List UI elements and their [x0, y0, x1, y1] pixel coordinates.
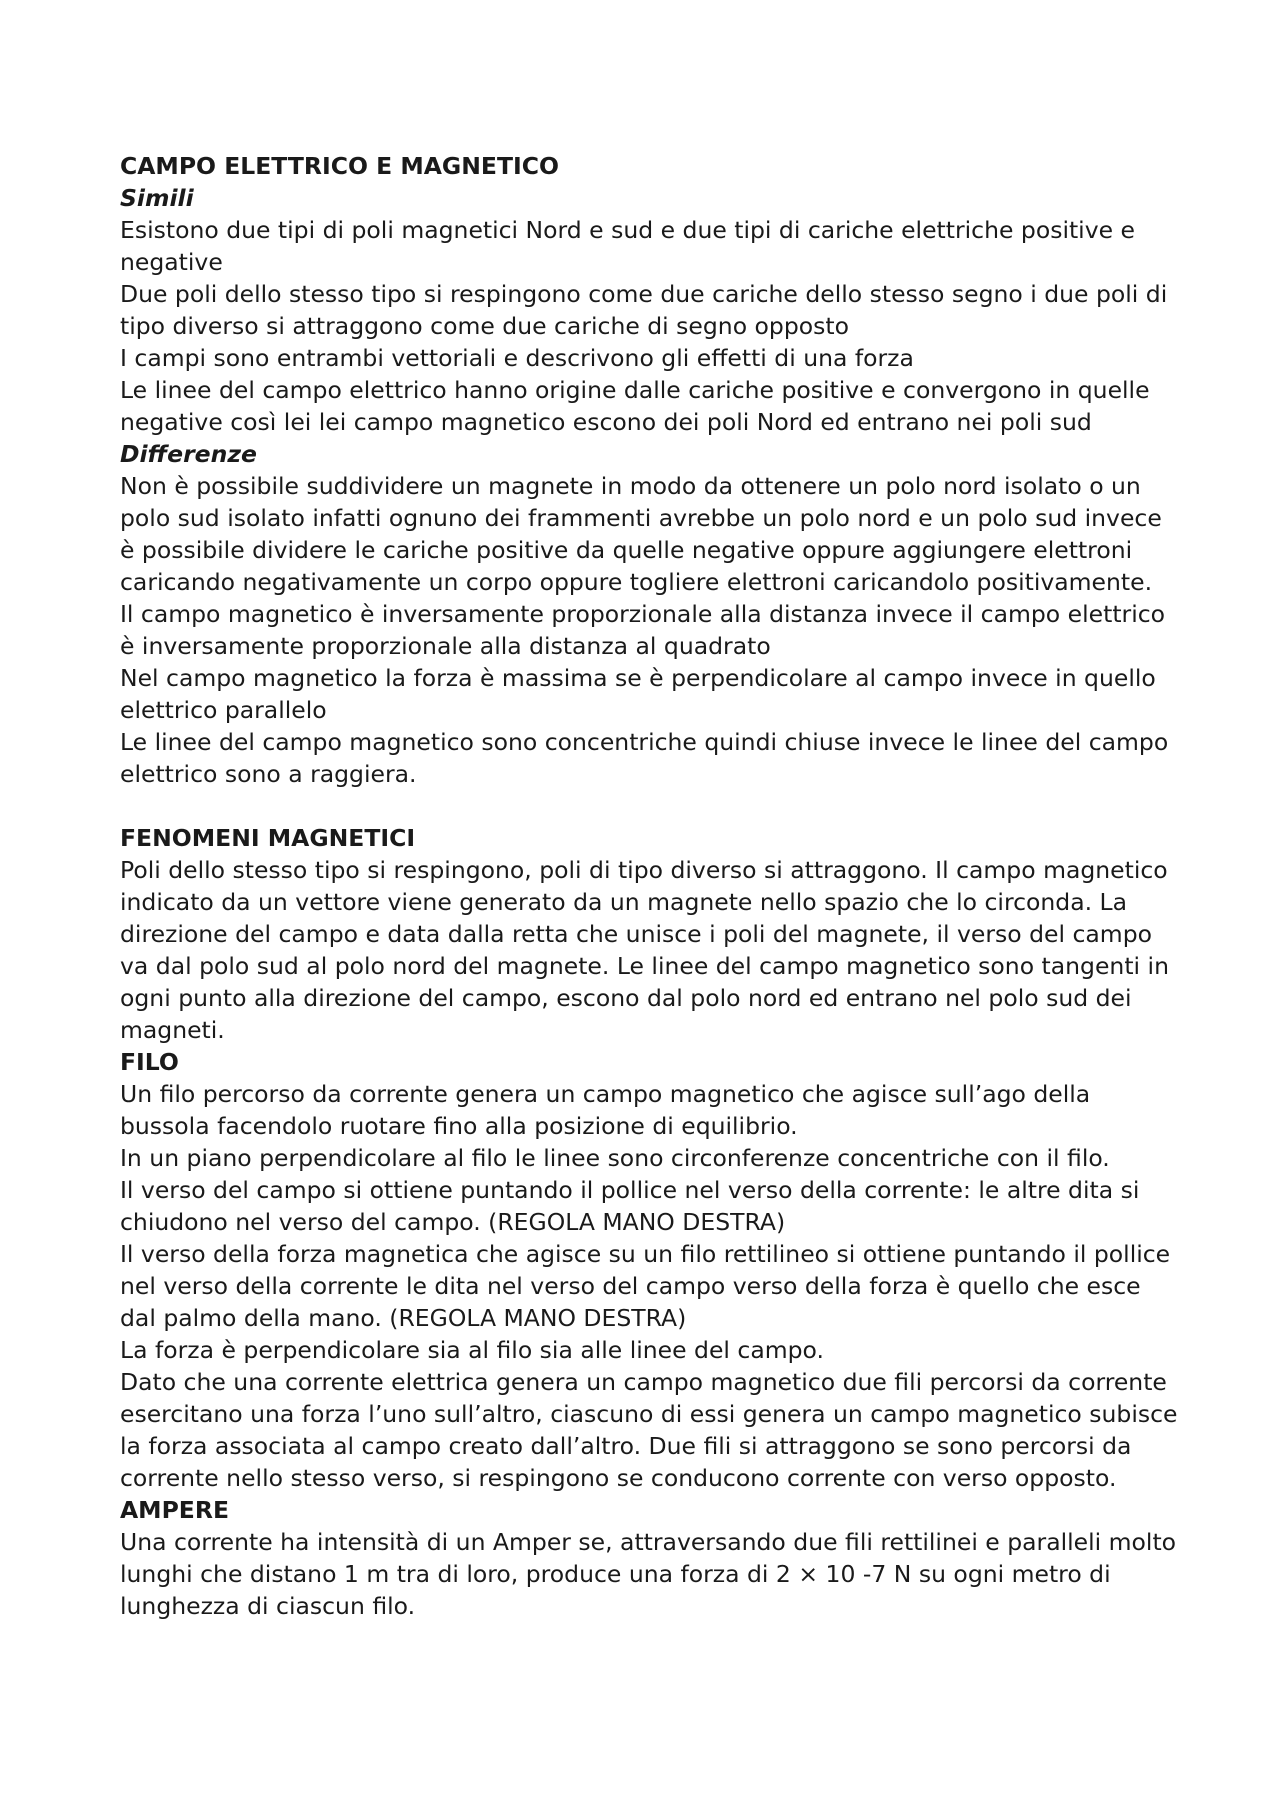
- paragraph: Il verso della forza magnetica che agisce su un filo rettilineo si ottiene puntando il pollice nel verso della corrente le dita nel verso del campo verso della forza è quello che esce dal palmo della mano. (REGOLA MANO DESTRA): [120, 1240, 1171, 1332]
- document-page: [120, 150, 1180, 1622]
- paragraph: Le linee del campo magnetico sono concentriche quindi chiuse invece le linee del campo elettrico sono a raggiera.: [120, 728, 1169, 788]
- paragraph: Il verso del campo si ottiene puntando il pollice nel verso della corrente: le altre dita si chiudono nel verso del campo. (REGOLA MANO DESTRA): [120, 1176, 1140, 1236]
- section-spacer: [120, 790, 1180, 822]
- paragraph: Il campo magnetico è inversamente proporzionale alla distanza invece il campo elettrico è inversamente proporzionale alla distanza al quadrato: [120, 600, 1166, 660]
- paragraph: Un filo percorso da corrente genera un campo magnetico che agisce sull’ago della bussola facendolo ruotare fino alla posizione di equilibrio.: [120, 1080, 1091, 1140]
- paragraph: Non è possibile suddividere un magnete in modo da ottenere un polo nord isolato o un polo sud isolato infatti ognuno dei frammenti avrebbe un polo nord e un polo sud invece è possibile dividere le cariche positive da quelle negative oppure aggiungere elettroni caricando negativamente un corpo oppure togliere elettroni caricandolo positivamente.: [120, 472, 1162, 596]
- paragraph: In un piano perpendicolare al filo le linee sono circonferenze concentriche con il filo.: [120, 1144, 1110, 1172]
- paragraph: Una corrente ha intensità di un Amper se, attraversando due fili rettilinei e paralleli molto lunghi che distano 1 m tra di loro, produce una forza di 2 × 10 -7 N su ogni metro di lunghezza di ciascun filo.: [120, 1528, 1177, 1620]
- section-title-fenomeni-magnetici: FENOMENI MAGNETICI: [120, 824, 416, 852]
- section-title-campo-elettrico-magnetico: CAMPO ELETTRICO E MAGNETICO: [120, 152, 559, 180]
- section-title-ampere: AMPERE: [120, 1496, 229, 1524]
- paragraph: I campi sono entrambi vettoriali e descrivono gli effetti di una forza: [120, 344, 914, 372]
- section-title-filo: FILO: [120, 1048, 179, 1076]
- paragraph: Due poli dello stesso tipo si respingono come due cariche dello stesso segno i due poli di tipo diverso si attraggono come due cariche di segno opposto: [120, 280, 1168, 340]
- paragraph: Dato che una corrente elettrica genera un campo magnetico due fili percorsi da corrente esercitano una forza l’uno sull’altro, ciascuno di essi genera un campo magnetico subisce la forza associata al campo creato dall’altro. Due fili si attraggono se sono percorsi da corrente nello stesso verso, si respingono se conducono corrente con verso opposto.: [120, 1368, 1178, 1492]
- paragraph: Le linee del campo elettrico hanno origine dalle cariche positive e convergono in quelle negative così lei lei campo magnetico escono dei poli Nord ed entrano nei poli sud: [120, 376, 1150, 436]
- subsection-title-simili: Simili: [120, 184, 194, 212]
- paragraph: Poli dello stesso tipo si respingono, poli di tipo diverso si attraggono. Il campo magnetico indicato da un vettore viene generato da un magnete nello spazio che lo circonda. La direzione del campo e data dalla retta che unisce i poli del magnete, il verso del campo va dal polo sud al polo nord del magnete. Le linee del campo magnetico sono tangenti in ogni punto alla direzione del campo, escono dal polo nord ed entrano nel polo sud dei magneti.: [120, 856, 1169, 1044]
- paragraph: La forza è perpendicolare sia al filo sia alle linee del campo.: [120, 1336, 824, 1364]
- subsection-title-differenze: Differenze: [120, 440, 257, 468]
- paragraph: Esistono due tipi di poli magnetici Nord e sud e due tipi di cariche elettriche positive e negative: [120, 216, 1136, 276]
- paragraph: Nel campo magnetico la forza è massima se è perpendicolare al campo invece in quello elettrico parallelo: [120, 664, 1156, 724]
